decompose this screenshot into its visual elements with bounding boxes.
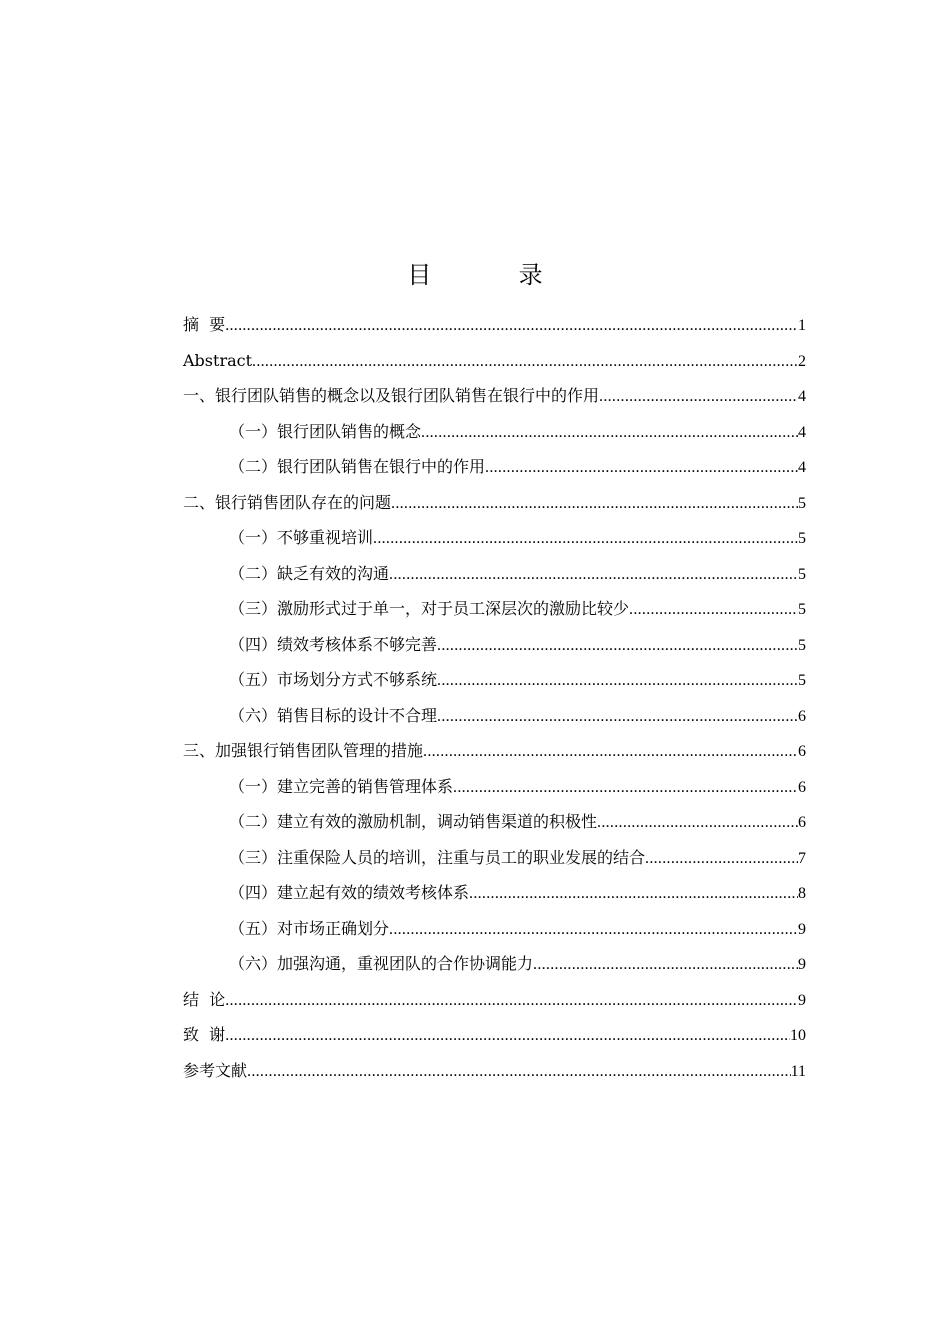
- toc-entry-label: 二、银行销售团队存在的问题: [183, 492, 392, 512]
- toc-leader-dots: [421, 415, 798, 451]
- toc-leader-dots: [599, 379, 798, 415]
- toc-subentry[interactable]: [183, 698, 806, 734]
- toc-leader-dots: [389, 912, 798, 948]
- toc-entry[interactable]: [183, 733, 806, 769]
- toc-entry-label: （五）对市场正确划分: [229, 918, 390, 938]
- toc-entry-page: 5: [798, 672, 806, 689]
- toc-entry-page: 7: [798, 849, 806, 867]
- toc-subentry[interactable]: [183, 662, 806, 698]
- toc-entry-page: 8: [798, 885, 806, 902]
- toc-leader-dots: [423, 734, 798, 770]
- toc-entry-label: （一）银行团队销售的概念: [229, 421, 422, 441]
- toc-leader-dots: [629, 592, 798, 628]
- toc-entry-page: 9: [798, 920, 806, 938]
- toc-entry-label: （三）激励形式过于单一，对于员工深层次的激励比较少: [229, 599, 630, 618]
- toc-entry-label: （二）建立有效的激励机制，调动销售渠道的积极性: [229, 812, 598, 831]
- toc-leader-dots: [645, 841, 798, 877]
- toc-entry-label: （一）不够重视培训: [229, 528, 374, 547]
- toc-entry-page: 2: [798, 352, 806, 370]
- toc-entry[interactable]: [183, 1017, 806, 1053]
- toc-leader-dots: [437, 628, 798, 664]
- toc-leader-dots: [437, 699, 798, 735]
- toc-entry-page: 5: [798, 636, 806, 654]
- toc-entry-page: 5: [798, 530, 806, 547]
- toc-entry[interactable]: [183, 485, 806, 521]
- toc-subentry[interactable]: [183, 911, 806, 947]
- toc-subentry[interactable]: [183, 414, 806, 450]
- toc-subentry[interactable]: [183, 840, 806, 876]
- toc-entry-label: Abstract: [183, 350, 253, 370]
- toc-entry-label: 致 谢: [183, 1025, 226, 1044]
- table-of-contents: [183, 307, 806, 1088]
- toc-entry-page: 6: [798, 814, 806, 831]
- toc-entry-page: 5: [798, 565, 806, 583]
- toc-entry-page: 4: [798, 423, 806, 441]
- toc-leader-dots: [533, 947, 798, 983]
- toc-subentry[interactable]: [183, 769, 806, 805]
- toc-entry[interactable]: [183, 1053, 806, 1089]
- toc-leader-dots: [225, 308, 798, 344]
- toc-entry-page: 9: [798, 956, 806, 973]
- toc-entry[interactable]: [183, 378, 806, 414]
- toc-entry-page: 4: [798, 388, 806, 405]
- toc-subentry[interactable]: [183, 627, 806, 663]
- toc-subentry[interactable]: [183, 520, 806, 556]
- toc-leader-dots: [391, 486, 798, 522]
- toc-subentry[interactable]: [183, 946, 806, 982]
- toc-leader-dots: [597, 805, 798, 841]
- toc-entry-label: （五）市场划分方式不够系统: [229, 670, 438, 689]
- toc-subentry[interactable]: [183, 449, 806, 485]
- toc-entry-label: （三）注重保险人员的培训，注重与员工的职业发展的结合: [229, 847, 646, 867]
- toc-entry[interactable]: [183, 982, 806, 1018]
- toc-entry-page: 5: [798, 494, 806, 512]
- toc-entry-label: （四）绩效考核体系不够完善: [229, 634, 438, 654]
- toc-leader-dots: [373, 521, 798, 557]
- toc-leader-dots: [485, 450, 798, 486]
- toc-entry-page: 5: [798, 601, 806, 618]
- toc-entry-label: 结 论: [183, 989, 226, 1009]
- toc-leader-dots: [453, 770, 798, 806]
- toc-entry-page: 11: [790, 1062, 806, 1080]
- toc-entry-page: 6: [798, 707, 806, 725]
- toc-entry-label: 摘 要: [183, 315, 226, 334]
- toc-entry-label: （六）销售目标的设计不合理: [229, 705, 438, 725]
- toc-subentry[interactable]: [183, 875, 806, 911]
- toc-entry-page: 10: [790, 1027, 806, 1044]
- toc-entry-page: 6: [798, 778, 806, 796]
- toc-entry-label: 参考文献: [183, 1060, 248, 1080]
- toc-subentry[interactable]: [183, 556, 806, 592]
- toc-entry-label: （二）银行团队销售在银行中的作用: [229, 457, 486, 476]
- toc-entry-page: 9: [798, 991, 806, 1009]
- toc-leader-dots: [225, 983, 798, 1019]
- toc-title: 目 录: [407, 261, 567, 289]
- toc-entry[interactable]: [183, 307, 806, 343]
- toc-leader-dots: [389, 557, 798, 593]
- toc-subentry[interactable]: [183, 804, 806, 840]
- toc-leader-dots: [252, 344, 798, 380]
- toc-entry-label: 一、银行团队销售的概念以及银行团队销售在银行中的作用: [183, 386, 600, 405]
- toc-leader-dots: [247, 1054, 791, 1090]
- toc-entry-page: 4: [798, 459, 806, 476]
- toc-entry-label: 三、加强银行销售团队管理的措施: [183, 741, 424, 760]
- toc-entry[interactable]: [183, 343, 806, 379]
- toc-subentry[interactable]: [183, 591, 806, 627]
- toc-entry-label: （一）建立完善的销售管理体系: [229, 776, 454, 796]
- toc-entry-label: （二）缺乏有效的沟通: [229, 563, 390, 583]
- toc-entry-page: 1: [798, 317, 806, 334]
- toc-leader-dots: [469, 876, 798, 912]
- toc-entry-label: （六）加强沟通，重视团队的合作协调能力: [229, 954, 534, 973]
- toc-entry-page: 6: [798, 743, 806, 760]
- toc-entry-label: （四）建立起有效的绩效考核体系: [229, 883, 470, 902]
- toc-leader-dots: [437, 663, 798, 699]
- toc-leader-dots: [225, 1018, 790, 1054]
